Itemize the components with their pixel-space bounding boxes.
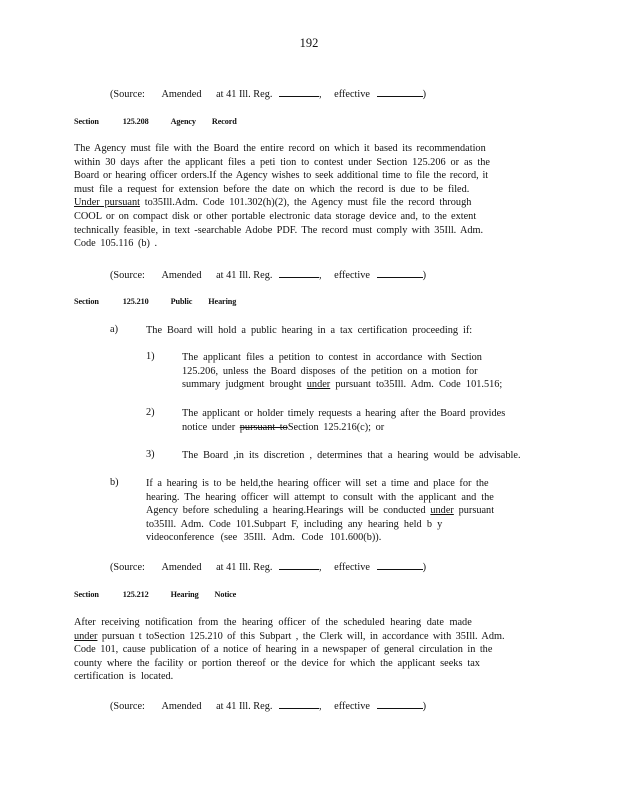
section-heading-125-212 [74, 590, 236, 599]
item-1-text [182, 351, 502, 392]
section-title-word: Hearing [208, 297, 237, 306]
section-title-word: Agency [170, 117, 196, 126]
line-text: pursuan t toSection 125.210 of this Subpart , the Clerk will, in accordance with 35Ill. Adm. [97, 630, 505, 642]
section-heading-125-210 [74, 297, 236, 306]
text-line: The applicant or holder timely requests a hearing after the Board provides [182, 408, 506, 419]
text-line: Code 101, cause publication of a notice of hearing in a newspaper of general circulation in the [74, 644, 493, 656]
section-title-word: Record [211, 117, 237, 126]
line-text: Agency before scheduling a hearing.Hearings will be conducted [146, 505, 431, 517]
inserted-text: under [74, 630, 98, 642]
text-line: Code 105.116 (b) . [74, 238, 158, 250]
section-title-word: Hearing [170, 590, 199, 599]
source-effective: effective [334, 270, 370, 281]
line-text: pursuant [453, 505, 495, 517]
text-line [146, 504, 528, 518]
text-line: 125.206, unless the Board disposes of the petition on a motion for [182, 365, 478, 377]
source-amended: Amended [161, 270, 202, 281]
inserted-text: under [306, 379, 331, 391]
source-note [110, 268, 426, 283]
source-close: ) [422, 562, 426, 573]
source-amended: Amended [161, 562, 202, 573]
text-line: videoconference (see 35Ill. Adm. Code 101.600(b)). [146, 532, 382, 544]
section-label: Section [74, 297, 99, 306]
blank-line [377, 87, 423, 97]
paragraph-125-212 [74, 616, 540, 684]
source-note [110, 87, 426, 102]
blank-line [279, 268, 319, 278]
blank-line [279, 560, 319, 570]
deleted-text: pursuant to [239, 421, 288, 433]
text-line [74, 196, 540, 210]
text-line: The applicant files a petition to contest in accordance with Section [182, 352, 482, 363]
line-text: notice under [182, 421, 240, 433]
source-amended: Amended [161, 89, 202, 100]
list-marker-2: 2) [146, 407, 155, 418]
text-line: county where the facility or portion thereof or the device for which the applicant seeks tax [74, 657, 480, 669]
section-title-word: Notice [214, 590, 237, 599]
text-line: The Agency must file with the Board the entire record on which it based its recommendation [74, 143, 486, 154]
section-label: Section [74, 117, 99, 126]
item-3-text: The Board ,in its discretion , determines that a hearing would be advisable. [182, 450, 521, 461]
section-title-word: Public [170, 297, 193, 306]
blank-line [377, 268, 423, 278]
source-prefix: (Source: [110, 701, 145, 712]
source-prefix: (Source: [110, 562, 145, 573]
line-text: Section 125.216(c); or [287, 421, 385, 433]
text-line [74, 630, 540, 644]
source-comma: , [319, 270, 322, 281]
text-line: within 30 days after the applicant files a peti tion to contest under Section 125.206 or as the [74, 156, 490, 168]
text-line: hearing. The hearing officer will attempt to consult with the applicant and the [146, 491, 494, 503]
text-line [182, 378, 502, 392]
source-register: at 41 Ill. Reg. [216, 562, 273, 573]
list-marker-1: 1) [146, 351, 155, 362]
section-label: Section [74, 590, 99, 599]
source-comma: , [319, 89, 322, 100]
source-comma: , [319, 562, 322, 573]
source-effective: effective [334, 89, 370, 100]
page-number: 192 [299, 36, 319, 50]
blank-line [377, 560, 423, 570]
item-a-text: The Board will hold a public hearing in a tax certification proceeding if: [146, 325, 473, 336]
inserted-text: under [430, 505, 454, 517]
text-line: must file a request for extension before the date on which the record is due to be filed. [74, 183, 470, 195]
line-text: pursuant to35Ill. Adm. Code 101.516; [330, 379, 503, 391]
source-register: at 41 Ill. Reg. [216, 89, 273, 100]
section-number: 125.212 [122, 590, 149, 599]
source-note [110, 560, 426, 575]
text-line: If a hearing is to be held,the hearing officer will set a time and place for the [146, 478, 489, 489]
inserted-text: Under pursuant [74, 197, 140, 209]
text-line [182, 421, 534, 435]
source-prefix: (Source: [110, 89, 145, 100]
source-amended: Amended [161, 701, 202, 712]
text-line: Board or hearing officer orders.If the Agency wishes to seek additional time to file the record, it [74, 170, 489, 182]
source-effective: effective [334, 701, 370, 712]
source-register: at 41 Ill. Reg. [216, 701, 273, 712]
source-register: at 41 Ill. Reg. [216, 270, 273, 281]
source-prefix: (Source: [110, 270, 145, 281]
list-marker-a: a) [110, 324, 118, 335]
list-marker-3: 3) [146, 449, 155, 460]
text-line: to35Ill. Adm. Code 101.Subpart F, including any hearing held b y [146, 518, 443, 530]
section-number: 125.210 [122, 297, 149, 306]
paragraph-125-208 [74, 142, 540, 251]
text-line: certification is located. [74, 671, 174, 683]
line-text: summary judgment brought [182, 379, 307, 391]
source-effective: effective [334, 562, 370, 573]
text-line: technically feasible, in text -searchable Adobe PDF. The record must comply with 35Ill. Adm. [74, 224, 484, 236]
source-close: ) [422, 89, 426, 100]
section-number: 125.208 [122, 117, 149, 126]
source-note [110, 699, 426, 714]
source-comma: , [319, 701, 322, 712]
section-heading-125-208 [74, 117, 237, 126]
text-line: COOL or on compact disk or other portable electronic data storage device and, to the extent [74, 210, 477, 222]
source-close: ) [422, 701, 426, 712]
item-2-text [182, 407, 534, 434]
source-close: ) [422, 270, 426, 281]
list-marker-b: b) [110, 477, 119, 488]
text-line: After receiving notification from the hearing officer of the scheduled hearing date made [74, 617, 472, 628]
line-text: to35Ill.Adm. Code 101.302(h)(2), the Agency must file the record through [139, 197, 472, 209]
blank-line [279, 699, 319, 709]
blank-line [377, 699, 423, 709]
item-b-text [146, 477, 528, 545]
blank-line [279, 87, 319, 97]
